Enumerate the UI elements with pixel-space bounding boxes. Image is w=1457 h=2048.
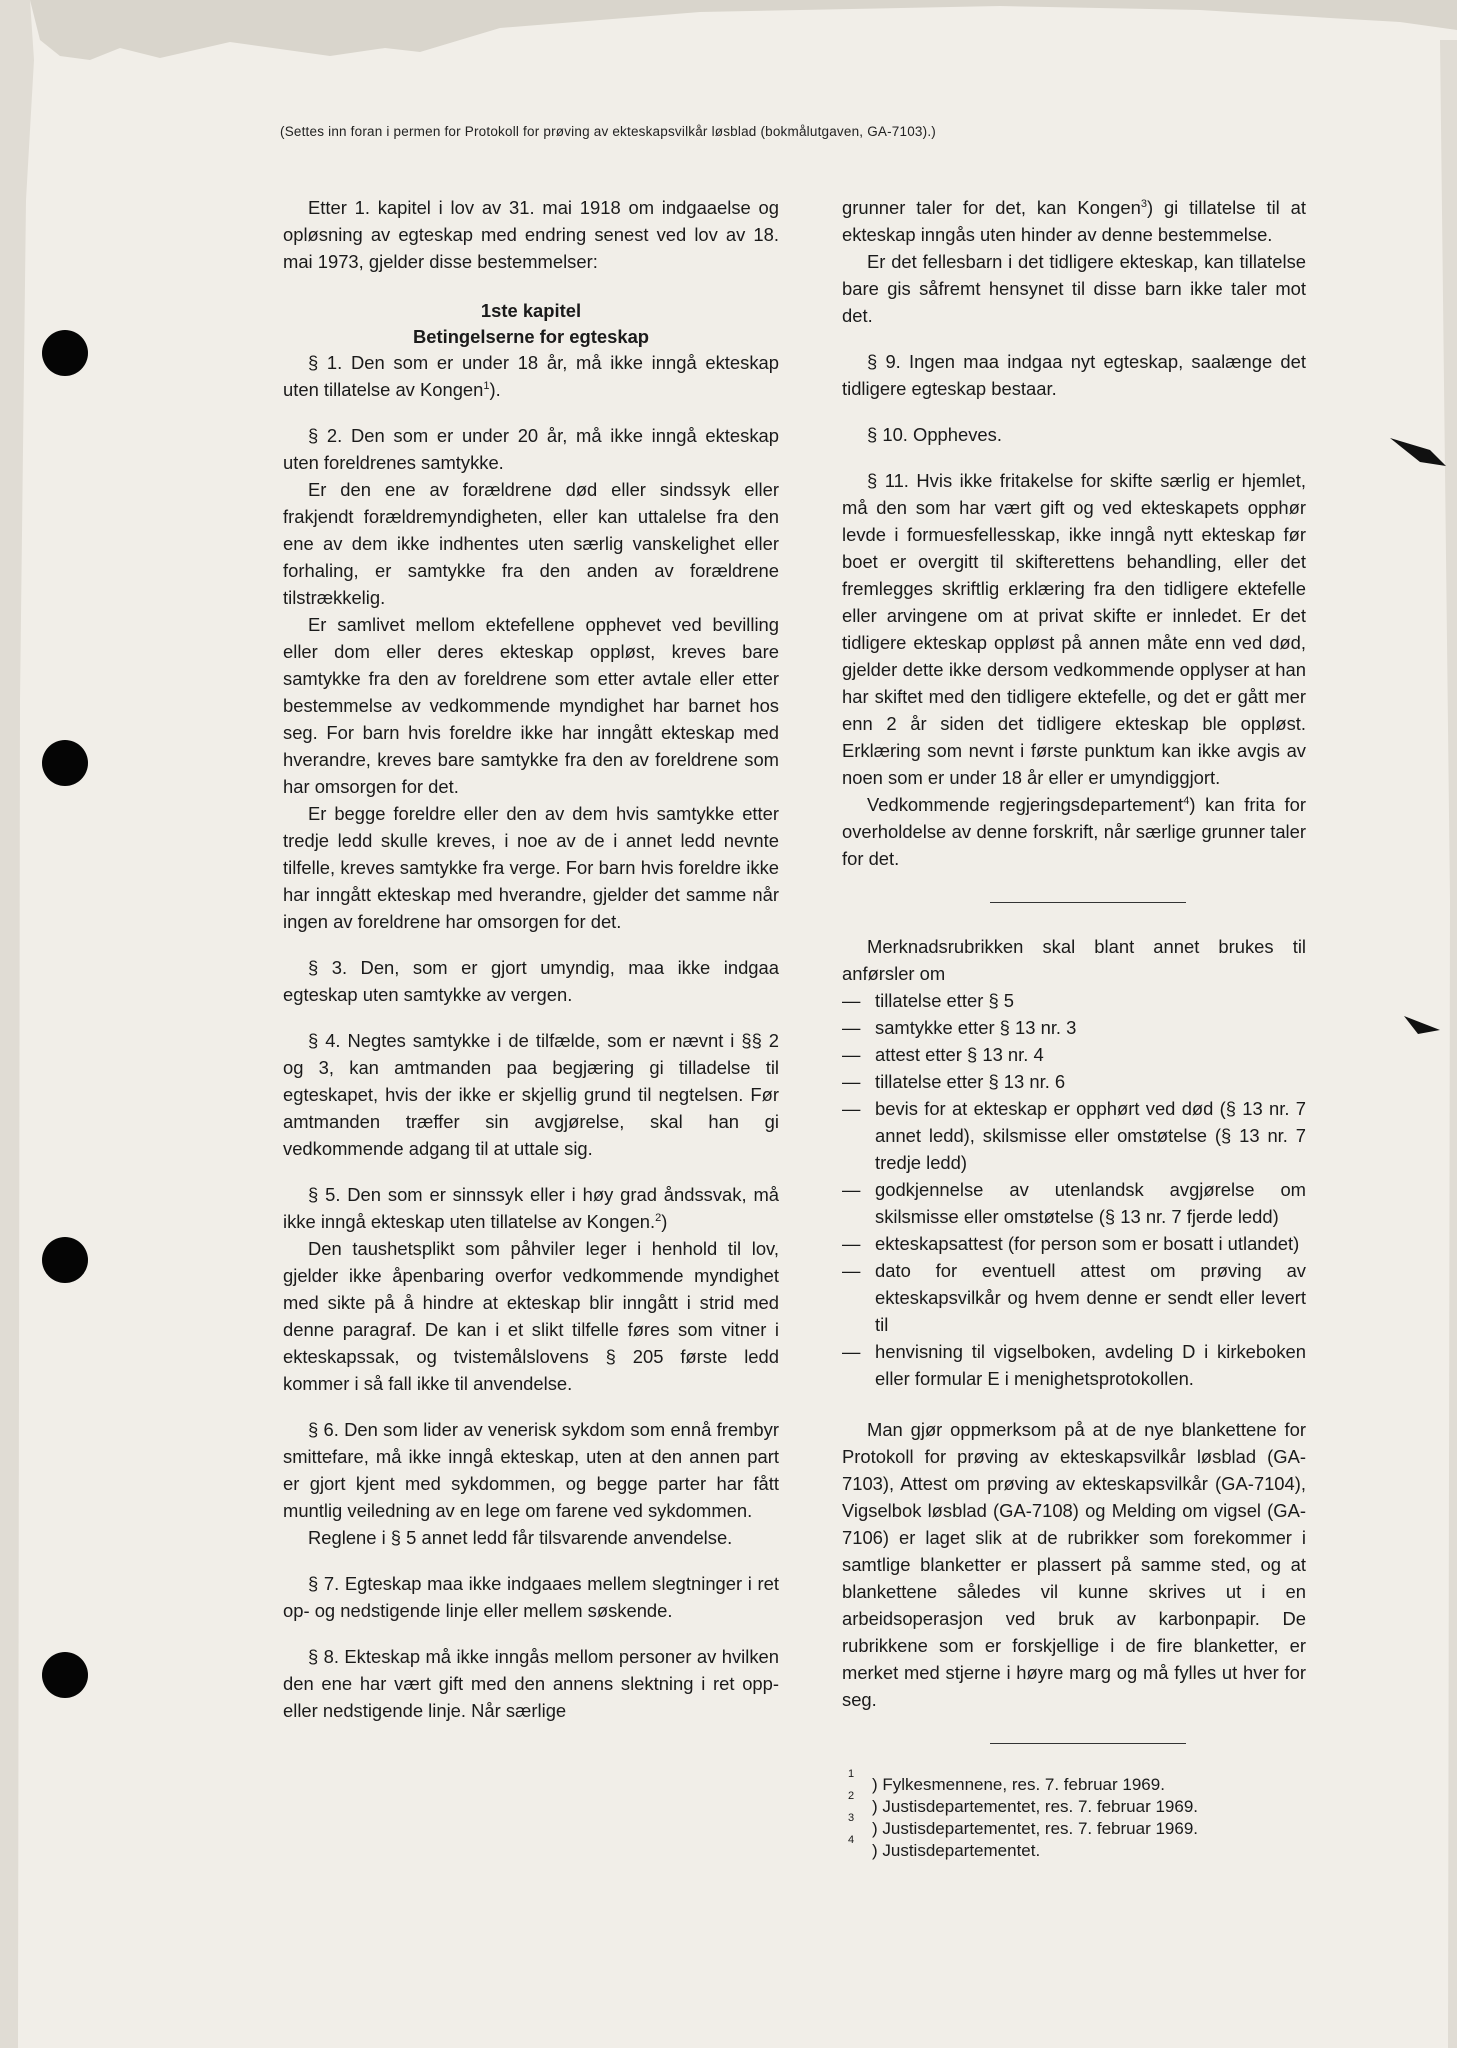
footnote-ref: 2	[655, 1211, 662, 1224]
footnote-mark: 4	[848, 1834, 855, 1846]
footnote	[848, 1790, 1306, 1818]
section-1	[283, 349, 779, 403]
footnote	[848, 1834, 1306, 1862]
footnote-mark: 1	[848, 1768, 855, 1780]
list-item	[842, 987, 1306, 1014]
list-item	[842, 1068, 1306, 1095]
binder-hole	[42, 330, 88, 376]
footnote-text: ) Justisdepartementet, res. 7. februar 1969.	[872, 1819, 1199, 1838]
section-5-text: § 5. Den som er sinnssyk eller i høy grad åndssvak, må ikke inngå ekteskap uten tillatelse av Kongen.	[283, 1184, 779, 1232]
remarks-intro: Merknadsrubrikken skal blant annet brukes til anførsler om	[842, 936, 1306, 984]
footnote-text: ) Fylkesmennene, res. 7. februar 1969.	[872, 1775, 1165, 1794]
footnote-mark: 3	[848, 1812, 855, 1824]
list-item	[842, 1338, 1306, 1392]
section-8-para-2: Er det fellesbarn i det tidligere ekteskap, kan tillatelse bare gis såfremt hensynet til disse barn ikke taler mot det.	[842, 251, 1306, 326]
section-2: § 2. Den som er under 20 år, må ikke inngå ekteskap uten foreldrenes samtykke.	[283, 425, 779, 473]
footnote-text: ) Justisdepartementet.	[872, 1841, 1041, 1860]
footnote-mark: 2	[848, 1790, 855, 1802]
list-item-text: attest etter § 13 nr. 4	[875, 1044, 1044, 1065]
list-item-text: tillatelse etter § 5	[875, 990, 1015, 1011]
section-3: § 3. Den, som er gjort umyndig, maa ikke indgaa egteskap uten samtykke av vergen.	[283, 957, 779, 1005]
section-1-text: § 1. Den som er under 18 år, må ikke inngå ekteskap uten tillatelse av Kongen	[283, 352, 779, 400]
list-item	[842, 1014, 1306, 1041]
footnote-ref: 4	[1183, 794, 1190, 807]
list-item-text: godkjennelse av utenlandsk avgjørelse om skilsmisse eller omstøtelse (§ 13 nr. 7 fjerde ledd)	[875, 1179, 1306, 1227]
list-item	[842, 1041, 1306, 1068]
binder-hole	[42, 740, 88, 786]
chapter-subtitle: Betingelserne for egteskap	[412, 326, 650, 347]
divider	[990, 902, 1186, 903]
section-6: § 6. Den som lider av venerisk sykdom som ennå frembyr smittefare, må ikke inngå ekteskap, uten at den annen part er gjort kjent med sykdommen, og begge parter har fått muntlig veiledning av en lege om farene ved sykdommen.	[283, 1419, 779, 1521]
section-2-para-4: Er begge foreldre eller den av dem hvis samtykke etter tredje ledd skulle kreves, i noe av de i annet ledd nevnte tilfelle, kreves samtykke fra verge. For barn hvis foreldre ikke har inngått ekteskap med hverandre, gjelder det samme når ingen av foreldrene har omsorgen for det.	[283, 803, 779, 932]
chapter-title: 1ste kapitel	[480, 300, 582, 321]
section-10: § 10. Oppheves.	[867, 424, 1002, 445]
remarks-list	[842, 987, 1306, 1392]
section-8: § 8. Ekteskap må ikke inngås mellom personer av hvilken den ene har vært gift med den annens slektning i ret opp- eller nedstigende linje. Når særlige	[283, 1646, 779, 1721]
dash-bullet: —	[842, 1179, 861, 1200]
dash-bullet: —	[842, 1044, 861, 1065]
section-11-p2-text: Vedkommende regjeringsdepartement	[867, 794, 1184, 815]
list-item-text: henvisning til vigselboken, avdeling D i kirkeboken eller formular E i menighetsprotokollen.	[875, 1341, 1306, 1389]
section-2-para-2: Er den ene av forældrene død eller sindssyk eller frakjendt forældremyndigheten, eller kan uttalelse fra den ene av dem ikke indhentes uten særlig vanskelighet eller forhaling, er samtykke fra den anden av forældrene tilstrækkelig.	[283, 479, 779, 608]
section-11-p2-end: ) kan frita for overholdelse av denne forskrift, når særlige grunner taler for det.	[842, 794, 1306, 869]
intro-paragraph: Etter 1. kapitel i lov av 31. mai 1918 om indgaaelse og opløsning av egteskap med endring senest ved lov av 18. mai 1973, gjelder disse bestemmelser:	[283, 197, 779, 272]
section-2-para-3: Er samlivet mellom ektefellene opphevet ved bevilling eller dom eller deres ekteskap oppløst, kreves bare samtykke fra den av foreldrene som etter avtale eller etter bestemmelse av vedkommende myndighet har barnet hos seg. For barn hvis foreldre ikke har inngått ekteskap med hverandre, kreves bare samtykke fra den av foreldrene som har omsorgen for det.	[283, 614, 779, 797]
dash-bullet: —	[842, 990, 861, 1011]
list-item-text: tillatelse etter § 13 nr. 6	[875, 1071, 1066, 1092]
dash-bullet: —	[842, 1341, 861, 1362]
dash-bullet: —	[842, 1260, 861, 1281]
header-note: (Settes inn foran i permen for Protokoll for prøving av ekteskapsvilkår løsblad (bokmålutgaven, GA-7103).)	[280, 124, 936, 139]
section-7: § 7. Egteskap maa ikke indgaaes mellem slegtninger i ret op- og nedstigende linje eller mellem søskende.	[283, 1573, 779, 1621]
section-11-para-2	[842, 791, 1306, 872]
dash-bullet: —	[842, 1071, 861, 1092]
section-9: § 9. Ingen maa indgaa nyt egteskap, saalænge det tidligere egteskap bestaar.	[842, 351, 1306, 399]
right-column	[842, 194, 1306, 1862]
binder-hole	[42, 1652, 88, 1698]
list-item-text: ekteskapsattest (for person som er bosatt i utlandet)	[875, 1233, 1300, 1254]
list-item-text: dato for eventuell attest om prøving av ekteskapsvilkår og hvem denne er sendt eller levert til	[875, 1260, 1306, 1335]
section-5-para-2: Den taushetsplikt som påhviler leger i henhold til lov, gjelder ikke åpenbaring overfor vedkommende myndighet med sikte på å hindre at ekteskap blir inngått i strid med denne paragraf. De kan i et slikt tilfelle føres som vitner i ekteskapssak, og tvistemålslovens § 205 første ledd kommer i så fall ikke til anvendelse.	[283, 1238, 779, 1394]
dash-bullet: —	[842, 1017, 861, 1038]
forms-note: Man gjør oppmerksom på at de nye blankettene for Protokoll for prøving av ekteskapsvilkår løsblad (GA-7103), Attest om prøving av ekteskapsvilkår (GA-7104), Vigselbok løsblad (GA-7108) og Melding om vigsel (GA-7106) er laget slik at de rubrikker som forekommer i samtlige blanketter er plassert på samme sted, og at blankettene således vil kunne skrives ut i en arbeidsoperasjon ved bruk av karbonpapir. De rubrikkene som er forskjellige i de fire blanketter, er merket med stjerne i høyre marg og må fylles ut hver for seg.	[842, 1419, 1306, 1710]
section-1-end: ).	[489, 379, 501, 400]
footnote-ref: 1	[483, 379, 490, 392]
section-8-continued	[842, 194, 1306, 248]
list-item	[842, 1176, 1306, 1230]
footnote	[848, 1768, 1306, 1796]
section-5-end: )	[661, 1211, 668, 1232]
left-column	[283, 194, 779, 1724]
footnote-text: ) Justisdepartementet, res. 7. februar 1969.	[872, 1797, 1199, 1816]
section-4: § 4. Negtes samtykke i de tilfælde, som er nævnt i §§ 2 og 3, kan amtmanden paa begjæring gi tilladelse til egteskapet, hvis der ikke er skjellig grund til negtelsen. Før amtmanden træffer sin avgjørelse, skal han gi vedkommende adgang til at uttale sig.	[283, 1030, 779, 1159]
section-6-para-2: Reglene i § 5 annet ledd får tilsvarende anvendelse.	[308, 1527, 733, 1548]
footnote	[848, 1812, 1306, 1840]
list-item	[842, 1095, 1306, 1176]
section-8-cont-text: grunner taler for det, kan Kongen	[842, 197, 1141, 218]
binder-hole	[42, 1237, 88, 1283]
section-5	[283, 1181, 779, 1235]
divider	[990, 1743, 1186, 1744]
list-item-text: samtykke etter § 13 nr. 3	[875, 1017, 1077, 1038]
section-8-cont-end: ) gi tillatelse til at ekteskap inngås uten hinder av denne bestemmelse.	[842, 197, 1306, 245]
footnotes	[848, 1768, 1306, 1862]
list-item	[842, 1257, 1306, 1338]
footnote-ref: 3	[1140, 197, 1147, 210]
list-item-text: bevis for at ekteskap er opphørt ved død (§ 13 nr. 7 annet ledd), skilsmisse eller omstøtelse (§ 13 nr. 7 tredje ledd)	[875, 1098, 1306, 1173]
dash-bullet: —	[842, 1098, 861, 1119]
dash-bullet: —	[842, 1233, 861, 1254]
list-item	[842, 1230, 1306, 1257]
section-11: § 11. Hvis ikke fritakelse for skifte særlig er hjemlet, må den som har vært gift og ved ekteskapets opphør levde i formuesfellesskap, ikke inngå nytt ekteskap før boet er overgitt til skifterettens behandling, eller det fremlegges skriftlig erklæring fra den tidligere ektefelle eller arvingene om at privat skifte er innledet. Er det tidligere ekteskap oppløst på annen måte enn ved død, gjelder dette ikke dersom vedkommende opplyser at han har skiftet med den tidligere ektefelle, og det er gått mer enn 2 år siden det tidligere ekteskap ble oppløst. Erklæring som nevnt i første punktum kan ikke avgis av noen som er under 18 år eller er umyndiggjort.	[842, 470, 1306, 788]
